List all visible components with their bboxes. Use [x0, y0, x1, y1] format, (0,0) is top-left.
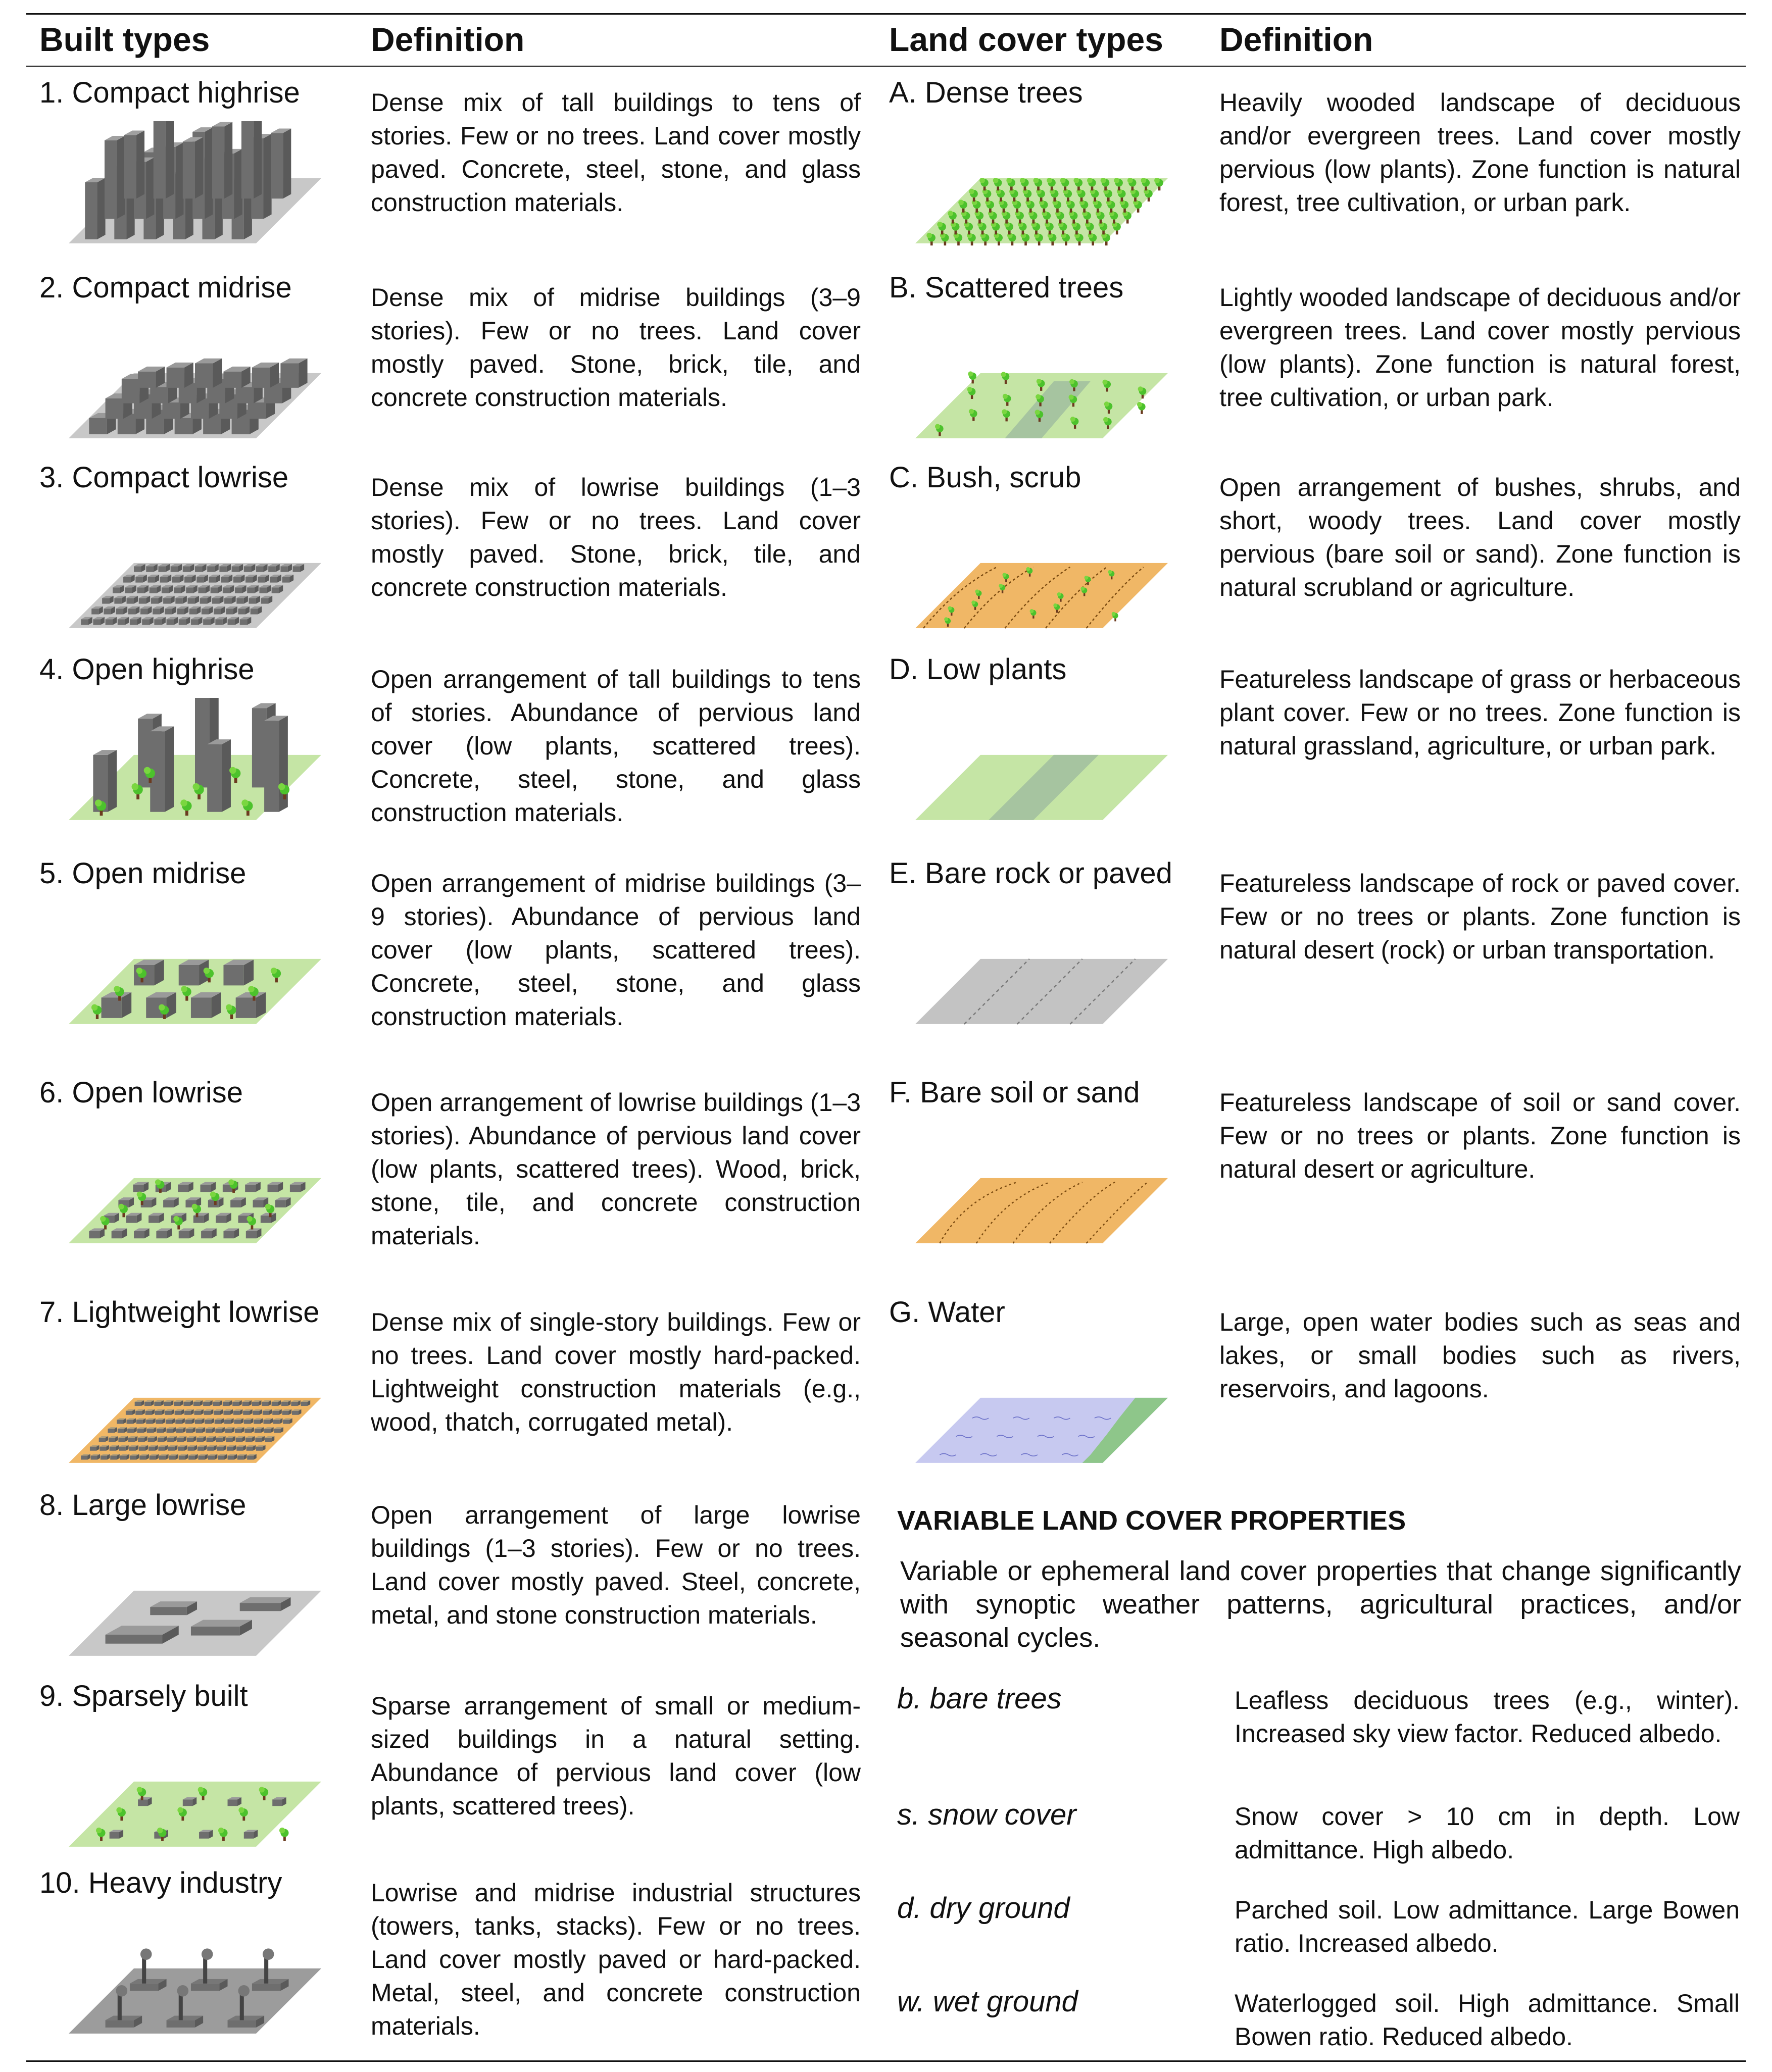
header-land-cover-types: Land cover types: [889, 21, 1163, 58]
built-name: 5. Open midrise: [39, 857, 247, 890]
variable-property-definition: Waterlogged soil. High admittance. Small Bowen ratio. Reduced albedo.: [1235, 1989, 1740, 2051]
variable-property-name: w. wet ground: [897, 1985, 1078, 2018]
open-lowrise-illustration: [38, 1121, 352, 1247]
land-name: E. Bare rock or paved: [889, 857, 1172, 890]
open-midrise-illustration: [38, 902, 352, 1028]
top-rule: [26, 13, 1746, 15]
heavy-industry-illustration: [38, 1911, 352, 2038]
land-name: G. Water: [889, 1296, 1005, 1329]
header-built-types: Built types: [39, 21, 210, 58]
land-name: A. Dense trees: [889, 76, 1083, 109]
land-definition: Lightly wooded landscape of deciduous and/or evergreen trees. Land cover mostly pervious (low plants). Zone function is natural forest, tree cultivation, or urban park.: [1219, 283, 1741, 412]
variable-property-name: s. snow cover: [897, 1798, 1076, 1831]
variable-property-definition: Snow cover > 10 cm in depth. Low admittance. High albedo.: [1235, 1802, 1740, 1864]
compact-lowrise-illustration: [38, 506, 352, 632]
built-name: 4. Open highrise: [39, 653, 255, 686]
built-name: 3. Compact lowrise: [39, 461, 289, 494]
built-definition: Lowrise and midrise industrial structures (towers, tanks, stacks). Few or no trees. Land cover mostly paved or hard-packed. Metal, steel, and concrete construction materials.: [371, 1879, 861, 2040]
header-land-definition: Definition: [1219, 21, 1373, 58]
built-definition: Open arrangement of large lowrise buildings (1–3 stories). Few or no trees. Land cover mostly paved. Steel, concrete, metal, and stone construction materials.: [371, 1501, 861, 1629]
built-definition: Sparse arrangement of small or medium-sized buildings in a natural setting. Abundance of pervious land cover (low plants, scattered trees).: [371, 1692, 861, 1820]
built-definition: Open arrangement of midrise buildings (3–9 stories). Abundance of pervious land cover (low plants, scattered trees). Concrete, steel, stone, and glass construction materials.: [371, 869, 861, 1031]
land-definition: Open arrangement of bushes, shrubs, and short, woody trees. Land cover mostly pervious (bare soil or sand). Zone function is natural scrubland or agriculture.: [1219, 473, 1741, 601]
land-definition: Featureless landscape of grass or herbaceous plant cover. Few or no trees. Zone function is natural grassland, agriculture, or urban park.: [1219, 665, 1741, 760]
built-name: 9. Sparsely built: [39, 1680, 248, 1712]
dense-trees-illustration: [885, 121, 1198, 247]
built-name: 6. Open lowrise: [39, 1076, 243, 1109]
sparsely-built-illustration: [38, 1725, 352, 1851]
bottom-rule: [26, 2060, 1746, 2062]
variable-property-name: b. bare trees: [897, 1682, 1062, 1715]
bush-scrub-illustration: [885, 506, 1198, 632]
built-name: 10. Heavy industry: [39, 1866, 282, 1899]
compact-highrise-illustration: [38, 121, 352, 247]
variable-properties-intro: Variable or ephemeral land cover properties that change significantly with synoptic weather patterns, agricultural practices, and/or seasonal cycles.: [900, 1556, 1741, 1653]
built-name: 7. Lightweight lowrise: [39, 1296, 320, 1329]
land-definition: Large, open water bodies such as seas and lakes, or small bodies such as rivers, reservoirs, and lagoons.: [1219, 1308, 1741, 1403]
variable-property-name: d. dry ground: [897, 1892, 1070, 1925]
header-rule: [26, 66, 1746, 67]
built-definition: Open arrangement of lowrise buildings (1–3 stories). Abundance of pervious land cover (low plants, scattered trees). Wood, brick, stone, tile, and concrete construction materials.: [371, 1088, 861, 1250]
bare-rock-illustration: [885, 902, 1198, 1028]
compact-midrise-illustration: [38, 316, 352, 442]
header-built-definition: Definition: [371, 21, 525, 58]
large-lowrise-illustration: [38, 1534, 352, 1660]
land-name: D. Low plants: [889, 653, 1067, 686]
variable-properties-title: VARIABLE LAND COVER PROPERTIES: [897, 1505, 1406, 1536]
land-name: C. Bush, scrub: [889, 461, 1081, 494]
land-name: F. Bare soil or sand: [889, 1076, 1140, 1109]
lightweight-lowrise-illustration: [38, 1341, 352, 1467]
bare-soil-illustration: [885, 1121, 1198, 1247]
built-definition: Open arrangement of tall buildings to tens of stories. Abundance of pervious land cover (low plants, scattered trees). Concrete, steel, stone, and glass construction materials.: [371, 665, 861, 827]
built-name: 8. Large lowrise: [39, 1489, 247, 1522]
water-illustration: [885, 1341, 1198, 1467]
built-definition: Dense mix of tall buildings to tens of stories. Few or no trees. Land cover mostly paved. Concrete, steel, stone, and glass construction materials.: [371, 88, 861, 217]
land-definition: Heavily wooded landscape of deciduous and/or evergreen trees. Land cover mostly pervious (low plants). Zone function is natural forest, tree cultivation, or urban park.: [1219, 88, 1741, 217]
variable-property-definition: Leafless deciduous trees (e.g., winter). Increased sky view factor. Reduced albedo.: [1235, 1686, 1740, 1748]
land-name: B. Scattered trees: [889, 271, 1124, 304]
built-definition: Dense mix of single-story buildings. Few or no trees. Land cover mostly hard-packed. Lightweight construction materials (e.g., wood, thatch, corrugated metal).: [371, 1308, 861, 1436]
variable-property-definition: Parched soil. Low admittance. Large Bowen ratio. Increased albedo.: [1235, 1896, 1740, 1957]
land-definition: Featureless landscape of soil or sand cover. Few or no trees or plants. Zone function is natural desert or agriculture.: [1219, 1088, 1741, 1183]
built-definition: Dense mix of lowrise buildings (1–3 stories). Few or no trees. Land cover mostly paved. Stone, brick, tile, and concrete construction materials.: [371, 473, 861, 601]
low-plants-illustration: [885, 698, 1198, 824]
built-name: 2. Compact midrise: [39, 271, 292, 304]
scattered-trees-illustration: [885, 316, 1198, 442]
land-definition: Featureless landscape of rock or paved cover. Few or no trees or plants. Zone function is natural desert (rock) or urban transportation.: [1219, 869, 1741, 964]
built-definition: Dense mix of midrise buildings (3–9 stories). Few or no trees. Land cover mostly paved. Stone, brick, tile, and concrete construction materials.: [371, 283, 861, 412]
open-highrise-illustration: [38, 698, 352, 824]
built-name: 1. Compact highrise: [39, 76, 300, 109]
